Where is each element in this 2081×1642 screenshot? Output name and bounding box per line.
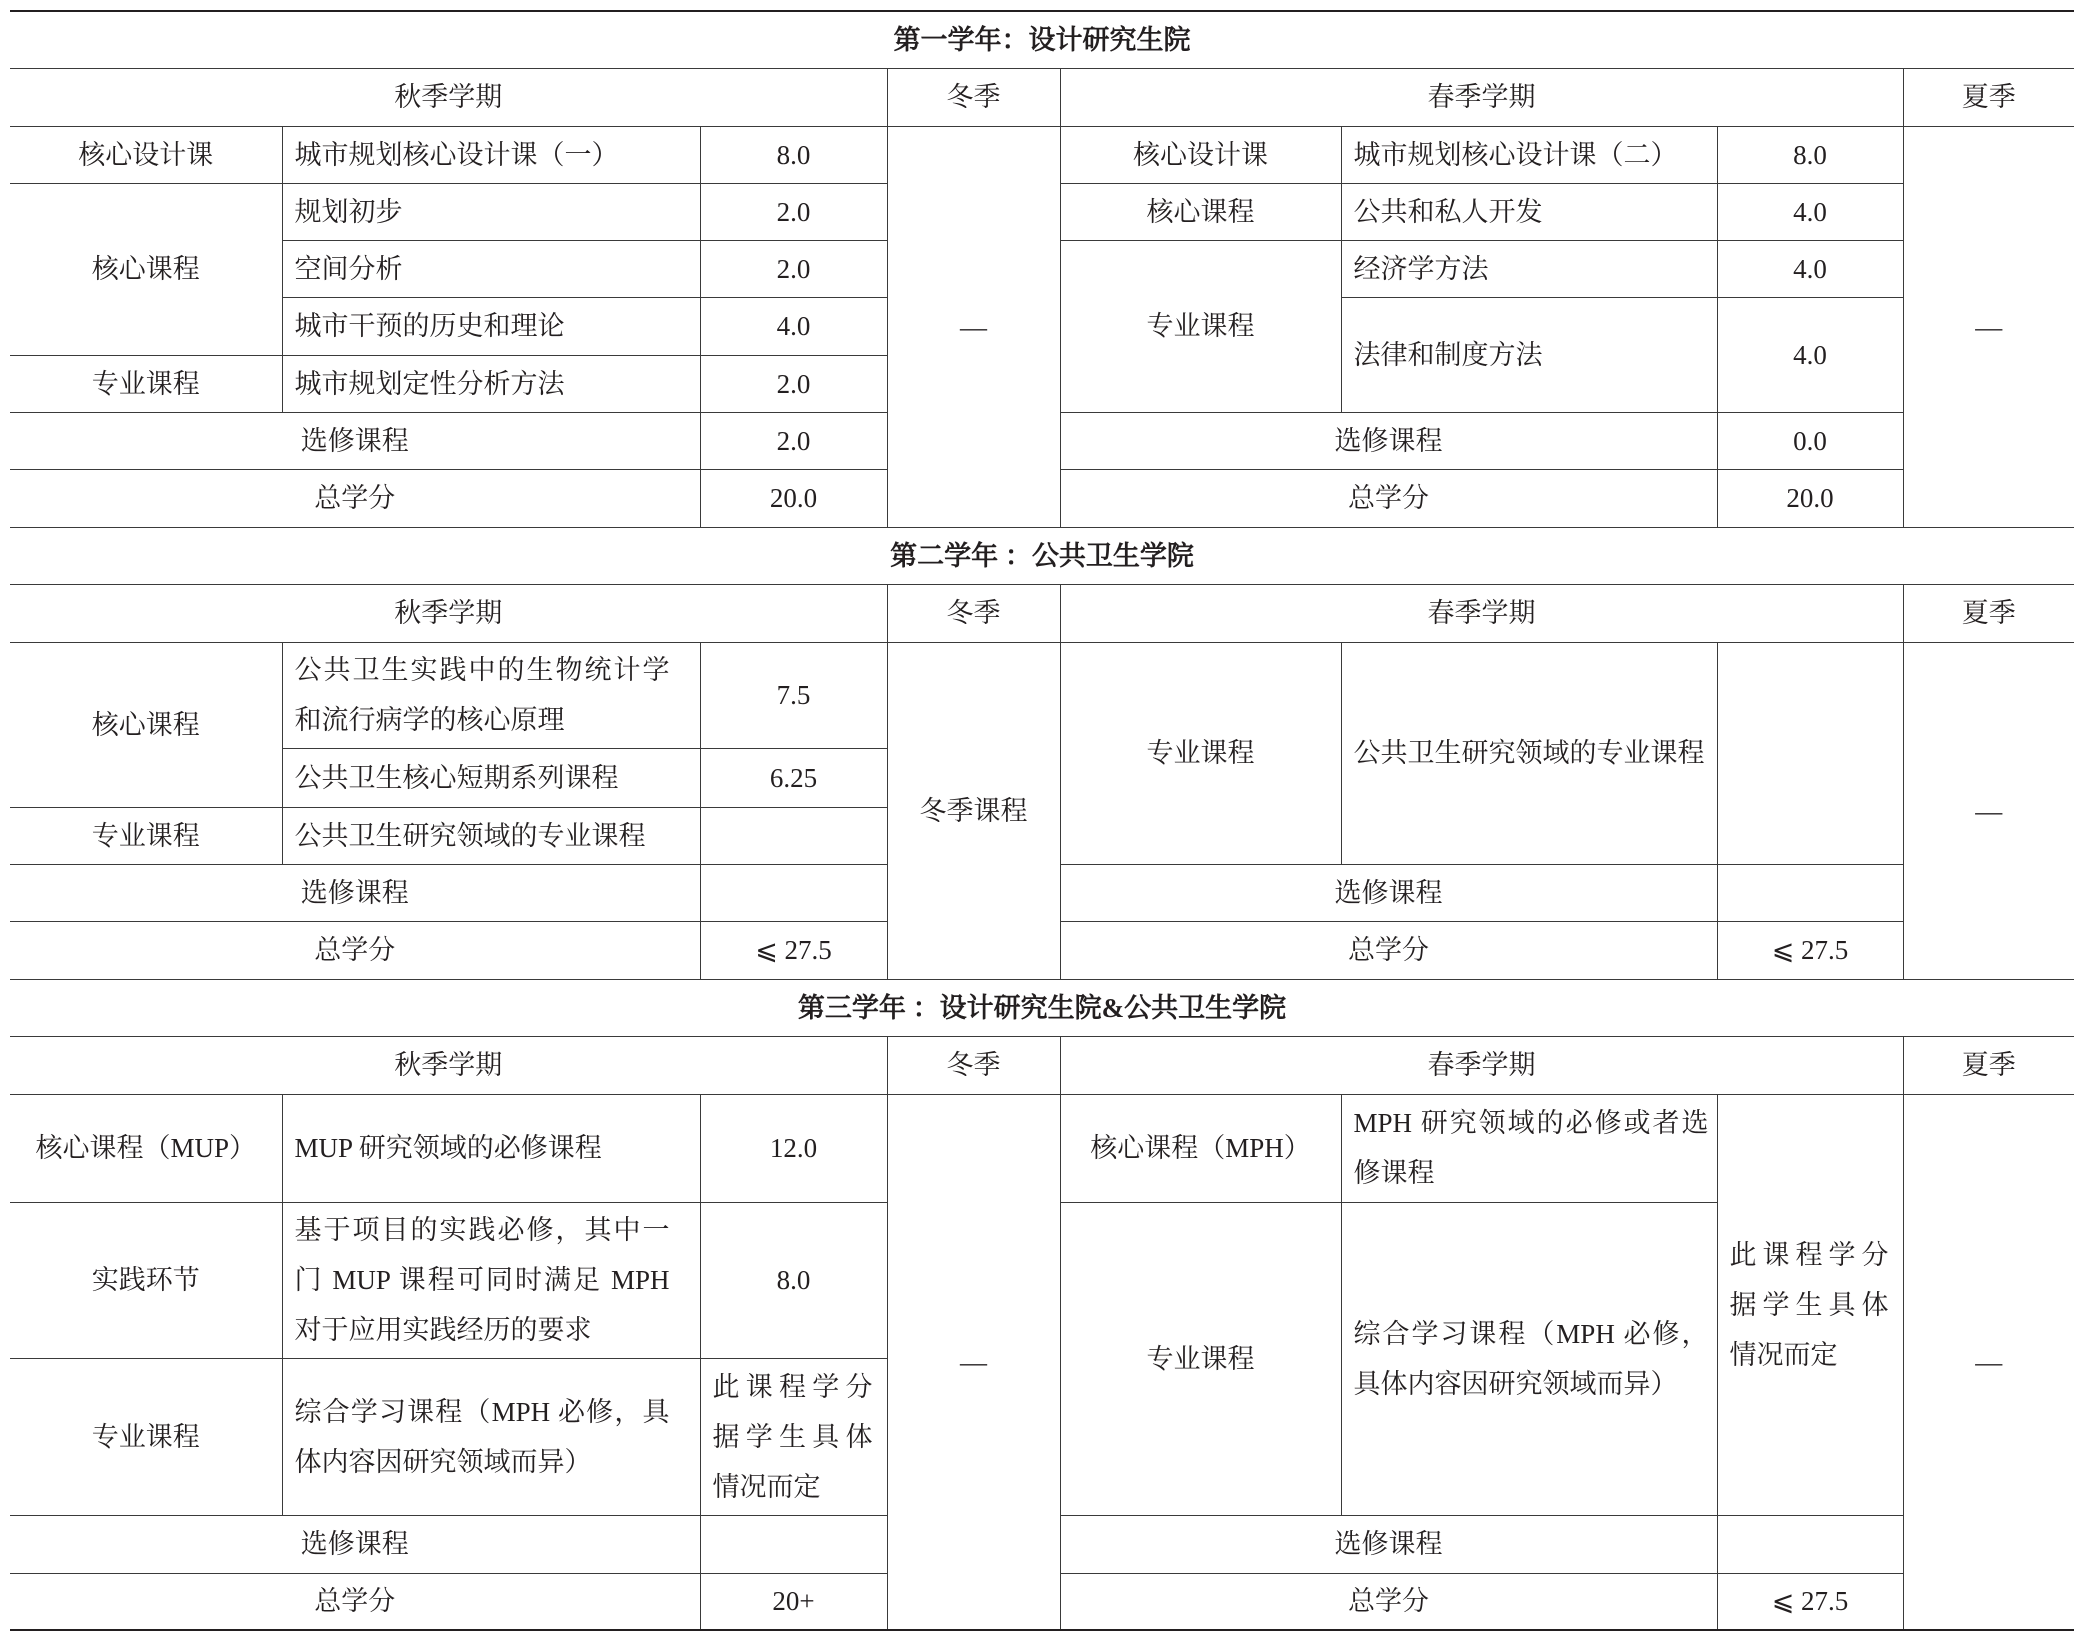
year1-autumn-header: 秋季学期 (10, 68, 887, 126)
year2-title-row (10, 527, 2074, 584)
year3-spring-category: 专业课程 (1060, 1202, 1341, 1515)
year1-autumn-total-label: 总学分 (10, 469, 700, 527)
year2-autumn-category: 核心课程 (10, 642, 282, 807)
year2-autumn-category: 专业课程 (10, 807, 282, 864)
year2-winter-header: 冬季 (887, 584, 1060, 642)
year2-title: 第二学年 ：公共卫生学院 (10, 527, 2074, 584)
year2-autumn-credits: 7.5 (700, 642, 887, 748)
year3-title-row (10, 979, 2074, 1036)
year1-autumn-total-credits: 20.0 (700, 469, 887, 527)
year3-autumn-category: 实践环节 (10, 1202, 282, 1358)
year1-spring-total-label: 总学分 (1060, 469, 1717, 527)
year2-course-row (10, 642, 2074, 748)
year1-spring-course-name: 公共和私人开发 (1341, 183, 1717, 240)
year2-autumn-total-credits: ⩽ 27.5 (700, 921, 887, 979)
year3-autumn-credits: 8.0 (700, 1202, 887, 1358)
year3-autumn-elective-label: 选修课程 (10, 1515, 700, 1573)
year2-autumn-course-name: 公共卫生核心短期系列课程 (282, 748, 700, 807)
year3-spring-header: 春季学期 (1060, 1036, 1903, 1094)
year1-autumn-credits: 2.0 (700, 355, 887, 412)
year1-spring-elective-credits: 0.0 (1717, 412, 1903, 469)
year2-summer-cell: — (1903, 642, 2074, 979)
year3-spring-total-label: 总学分 (1060, 1573, 1717, 1630)
year1-spring-course-name: 城市规划核心设计课（二） (1341, 126, 1717, 183)
year2-autumn-header: 秋季学期 (10, 584, 887, 642)
year1-semester-header-row (10, 68, 2074, 126)
year1-spring-category: 核心课程 (1060, 183, 1341, 240)
year3-spring-elective-label: 选修课程 (1060, 1515, 1717, 1573)
year1-autumn-course-name: 城市规划定性分析方法 (282, 355, 700, 412)
year1-spring-course-name: 经济学方法 (1341, 240, 1717, 297)
year3-autumn-course-name: 基于项目的实践必修，其中一门 MUP 课程可同时满足 MPH 对于应用实践经历的要求 (282, 1202, 700, 1358)
year3-winter-cell: — (887, 1094, 1060, 1630)
year2-spring-header: 春季学期 (1060, 584, 1903, 642)
year2-spring-credits (1717, 642, 1903, 864)
year1-autumn-course-name: 空间分析 (282, 240, 700, 297)
year1-summer-cell: — (1903, 126, 2074, 527)
year1-title-row (10, 11, 2074, 68)
year1-spring-credits: 4.0 (1717, 240, 1903, 297)
year3-autumn-total-credits: 20+ (700, 1573, 887, 1630)
year2-autumn-course-name: 公共卫生研究领域的专业课程 (282, 807, 700, 864)
year3-autumn-header: 秋季学期 (10, 1036, 887, 1094)
year1-autumn-credits: 2.0 (700, 240, 887, 297)
year3-autumn-elective-credits (700, 1515, 887, 1573)
year3-summer-cell: — (1903, 1094, 2074, 1630)
year3-autumn-total-label: 总学分 (10, 1573, 700, 1630)
year2-summer-header: 夏季 (1903, 584, 2074, 642)
year1-autumn-category: 专业课程 (10, 355, 282, 412)
year1-spring-credits: 8.0 (1717, 126, 1903, 183)
year1-winter-cell: — (887, 126, 1060, 527)
year1-winter-header: 冬季 (887, 68, 1060, 126)
year3-summer-header: 夏季 (1903, 1036, 2074, 1094)
year3-course-row (10, 1094, 2074, 1202)
curriculum-table-body (10, 11, 2074, 1630)
year1-autumn-elective-label: 选修课程 (10, 412, 700, 469)
year2-spring-course-name: 公共卫生研究领域的专业课程 (1341, 642, 1717, 864)
year3-spring-credits-note: 此课程学分据学生具体情况而定 (1717, 1094, 1903, 1515)
year2-spring-total-credits: ⩽ 27.5 (1717, 921, 1903, 979)
year3-spring-elective-credits (1717, 1515, 1903, 1573)
year1-autumn-course-name: 城市规划核心设计课（一） (282, 126, 700, 183)
year2-autumn-total-label: 总学分 (10, 921, 700, 979)
year1-spring-elective-label: 选修课程 (1060, 412, 1717, 469)
year3-winter-header: 冬季 (887, 1036, 1060, 1094)
year1-spring-credits: 4.0 (1717, 183, 1903, 240)
year2-spring-category: 专业课程 (1060, 642, 1341, 864)
year3-autumn-credits: 12.0 (700, 1094, 887, 1202)
year2-semester-header-row (10, 584, 2074, 642)
year2-autumn-elective-credits (700, 864, 887, 921)
year3-spring-course-name: 综合学习课程（MPH 必修，具体内容因研究领域而异） (1341, 1202, 1717, 1515)
year2-winter-cell: 冬季课程 (887, 642, 1060, 979)
year1-spring-total-credits: 20.0 (1717, 469, 1903, 527)
year1-spring-course-name: 法律和制度方法 (1341, 297, 1717, 412)
curriculum-table (10, 10, 2074, 1631)
year2-spring-elective-label: 选修课程 (1060, 864, 1717, 921)
year1-autumn-credits: 4.0 (700, 297, 887, 355)
year2-autumn-elective-label: 选修课程 (10, 864, 700, 921)
year2-autumn-course-name: 公共卫生实践中的生物统计学和流行病学的核心原理 (282, 642, 700, 748)
year1-autumn-credits: 2.0 (700, 183, 887, 240)
year3-autumn-course-name: MUP 研究领域的必修课程 (282, 1094, 700, 1202)
year3-spring-total-credits: ⩽ 27.5 (1717, 1573, 1903, 1630)
year1-autumn-credits: 8.0 (700, 126, 887, 183)
year1-autumn-category: 核心设计课 (10, 126, 282, 183)
year1-autumn-category: 核心课程 (10, 183, 282, 355)
year3-autumn-category: 核心课程（MUP） (10, 1094, 282, 1202)
year3-spring-category: 核心课程（MPH） (1060, 1094, 1341, 1202)
year1-spring-credits: 4.0 (1717, 297, 1903, 412)
year1-autumn-course-name: 城市干预的历史和理论 (282, 297, 700, 355)
year3-autumn-category: 专业课程 (10, 1358, 282, 1515)
year1-summer-header: 夏季 (1903, 68, 2074, 126)
year1-spring-category: 核心设计课 (1060, 126, 1341, 183)
year1-autumn-elective-credits: 2.0 (700, 412, 887, 469)
year3-semester-header-row (10, 1036, 2074, 1094)
year1-autumn-course-name: 规划初步 (282, 183, 700, 240)
year2-spring-elective-credits (1717, 864, 1903, 921)
year2-autumn-credits (700, 807, 887, 864)
year2-autumn-credits: 6.25 (700, 748, 887, 807)
year1-course-row (10, 126, 2074, 183)
year1-title: 第一学年：设计研究生院 (10, 11, 2074, 68)
year3-autumn-course-name: 综合学习课程（MPH 必修，具体内容因研究领域而异） (282, 1358, 700, 1515)
year2-spring-total-label: 总学分 (1060, 921, 1717, 979)
year3-spring-course-name: MPH 研究领域的必修或者选修课程 (1341, 1094, 1717, 1202)
year1-spring-category: 专业课程 (1060, 240, 1341, 412)
year3-title: 第三学年 ：设计研究生院&公共卫生学院 (10, 979, 2074, 1036)
year3-autumn-credits-note: 此课程学分据学生具体情况而定 (700, 1358, 887, 1515)
year1-spring-header: 春季学期 (1060, 68, 1903, 126)
